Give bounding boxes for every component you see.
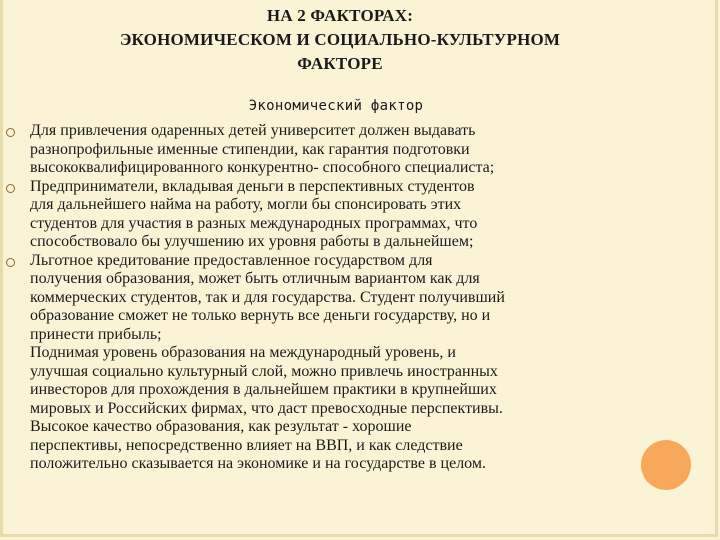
paragraph-line: принести прибыль; — [30, 325, 162, 343]
paragraph-line: коммерческих студентов, так и для государства. Студент получивший — [30, 288, 505, 306]
slide-title — [0, 4, 680, 76]
paragraph-line: разнопрофильные именные стипендии, как гарантия подготовки — [30, 140, 470, 158]
paragraph-line: способствовало бы улучшению их уровня работы в дальнейшем; — [30, 233, 474, 250]
paragraph — [30, 178, 670, 252]
title-line-3: ФАКТОРЕ — [297, 54, 383, 73]
paragraph-line: перспективы, непосредственно влияет на ВВП, и как следствие — [30, 436, 463, 454]
paragraph-line: для дальнейшего найма на работу, могли бы спонсировать этих — [30, 196, 462, 213]
paragraph — [30, 252, 670, 345]
paragraph-line: получения образования, может быть отличным вариантом как для — [30, 270, 480, 287]
bullet-icon — [6, 258, 15, 267]
paragraph — [30, 122, 670, 178]
paragraph-line: Для привлечения одаренных детей университет должен выдавать — [30, 122, 476, 139]
paragraph-line: мировых и Российских фирмах, что даст превосходные перспективы. — [30, 399, 503, 417]
title-line-2: ЭКОНОМИЧЕСКОМ И СОЦИАЛЬНО-КУЛЬТУРНОМ — [119, 30, 561, 49]
bullet-icon — [6, 128, 15, 137]
bullet-icon — [6, 184, 15, 193]
paragraph-line: высококвалифицированного конкурентно- способного специалиста; — [30, 159, 495, 176]
paragraph-line: Высокое качество образования, как результат - хорошие — [30, 418, 412, 435]
paragraph-line: студентов для участия в разных международных программах, что — [30, 214, 478, 232]
paragraph-line: Предприниматели, вкладывая деньги в перспективных студентов — [30, 177, 475, 195]
paragraph-line: инвесторов для прохождения в дальнейшем практики в крупнейших — [30, 381, 497, 398]
title-line-1: НА 2 ФАКТОРАХ: — [266, 6, 414, 25]
paragraph-line: Льготное кредитование предоставленное государством для — [30, 251, 433, 269]
paragraph-line: Поднимая уровень образования на международный уровень, и — [30, 344, 456, 361]
paragraph — [30, 344, 670, 474]
paragraph-line: улучшая социально культурный слой, можно привлечь иностранных — [30, 362, 498, 380]
decorative-circle — [641, 440, 691, 490]
slide-content — [30, 122, 670, 474]
paragraph-line: положительно сказывается на экономике и на государстве в целом. — [30, 455, 486, 472]
section-subtitle: Экономический фактор — [248, 98, 424, 114]
paragraph-line: образование сможет не только вернуть все деньги государству, но и — [30, 307, 491, 324]
